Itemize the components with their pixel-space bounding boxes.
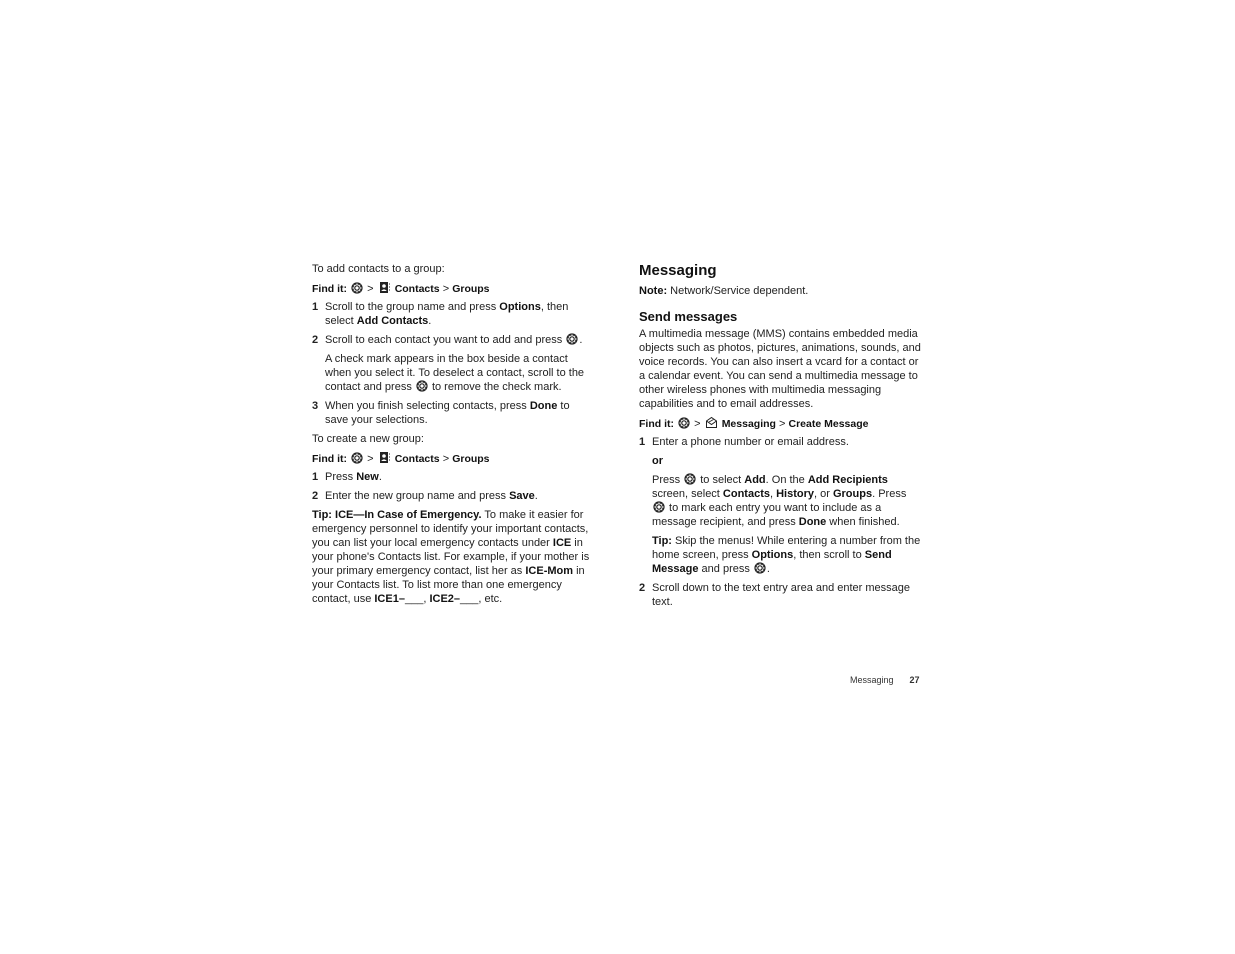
step-2-enter-group-name: 2 Enter the new group name and press Save.: [312, 490, 538, 502]
contacts-book-icon: [378, 451, 391, 464]
menu-groups: Groups: [452, 453, 490, 465]
menu-contacts: Contacts: [394, 453, 440, 465]
ice-tip: Tip: ICE—In Case of Emergency. To make it easier for emergency personnel to identify your important contacts, you can list your local emergency contacts under ICE in your phone's Contacts list. For example, if your mother is your primary emergency contact, list her as ICE-Mom in your Contacts list. To list more than one emergency contact, use ICE1–___, ICE2–___, etc.: [312, 509, 590, 605]
intro-add-contacts: To add contacts to a group:: [312, 263, 445, 275]
path-separator: >: [367, 283, 374, 295]
step-number: 1: [639, 436, 646, 448]
right-column: [639, 262, 922, 614]
intro-create-group: To create a new group:: [312, 433, 424, 445]
new-label: New: [356, 471, 379, 483]
step-number: 1: [312, 301, 319, 313]
mms-description: A multimedia message (MMS) contains embedded media objects such as photos, pictures, animations, sounds, and voice records. You can also insert a vcard for a contact or a calendar event. You can send a multimedia message to other wireless phones with multimedia messaging capabilities and to email addresses.: [639, 328, 921, 410]
done-label: Done: [529, 400, 558, 412]
nav-key-icon: [351, 282, 363, 294]
note-label: Note:: [639, 285, 668, 297]
step-1-enter-number: 1 Enter a phone number or email address.: [639, 436, 849, 448]
skip-menus-tip: Tip: Skip the menus! While entering a number from the home screen, press Options, then scroll to Send Message and press .: [652, 535, 921, 575]
or-label: or: [652, 455, 663, 467]
menu-contacts: Contacts: [394, 283, 440, 295]
step-number: 2: [312, 490, 319, 502]
find-it-label: Find it:: [312, 453, 347, 465]
add-contacts-label: Add Contacts: [356, 315, 429, 327]
find-it-path: [639, 416, 922, 431]
step-number: 2: [639, 582, 646, 594]
path-separator: >: [779, 418, 786, 430]
find-it-label: Find it:: [312, 283, 347, 295]
nav-key-icon: [566, 333, 578, 345]
nav-key-icon: [351, 452, 363, 464]
step-3-finish-selecting: 3 When you finish selecting contacts, press Done to save your selections.: [312, 400, 570, 426]
nav-key-icon: [416, 380, 428, 392]
find-it-label: Find it:: [639, 418, 674, 430]
tip-label: Tip:: [652, 535, 672, 547]
nav-key-icon: [684, 473, 696, 485]
nav-key-icon: [653, 501, 665, 513]
contacts-book-icon: [378, 281, 391, 294]
left-column: [312, 262, 595, 611]
tip-label: Tip: ICE—In Case of Emergency.: [312, 509, 482, 521]
step-2-scroll-to-contact: 2 Scroll to each contact you want to add and press .: [312, 334, 583, 346]
add-recipients-instructions: Press to select Add. On the Add Recipients screen, select Contacts, History, or Groups. Press to mark each entry you want to include as a message recipient, and press Done when finished.: [652, 474, 907, 528]
find-it-path: [312, 451, 595, 466]
footer-section: Messaging: [850, 675, 894, 685]
subsection-title: Send messages: [639, 309, 738, 324]
page-footer: [850, 673, 920, 687]
page-number: 27: [909, 675, 920, 685]
step-1-scroll-to-group: 1 Scroll to the group name and press Options, then select Add Contacts.: [312, 301, 569, 327]
path-separator: >: [694, 418, 701, 430]
step-2-enter-message-text: 2 Scroll down to the text entry area and enter message text.: [639, 582, 911, 608]
options-label: Options: [499, 301, 541, 313]
envelope-icon: [705, 416, 718, 429]
step-number: 3: [312, 400, 319, 412]
step-1-press-new: 1 Press New.: [312, 471, 382, 483]
menu-create-message: Create Message: [788, 418, 869, 430]
step-number: 1: [312, 471, 319, 483]
menu-groups: Groups: [452, 283, 490, 295]
network-note: Note: Network/Service dependent.: [639, 285, 809, 297]
find-it-path: [312, 281, 595, 296]
step-number: 2: [312, 334, 319, 346]
check-mark-note: A check mark appears in the box beside a contact when you select it. To deselect a contact, scroll to the contact and press to remove the check mark.: [325, 353, 585, 393]
section-title: Messaging: [639, 262, 717, 279]
path-separator: >: [442, 283, 450, 295]
menu-messaging: Messaging: [721, 418, 776, 430]
path-separator: >: [442, 453, 450, 465]
path-separator: >: [367, 453, 374, 465]
nav-key-icon: [754, 562, 766, 574]
nav-key-icon: [678, 417, 690, 429]
save-label: Save: [509, 490, 535, 502]
